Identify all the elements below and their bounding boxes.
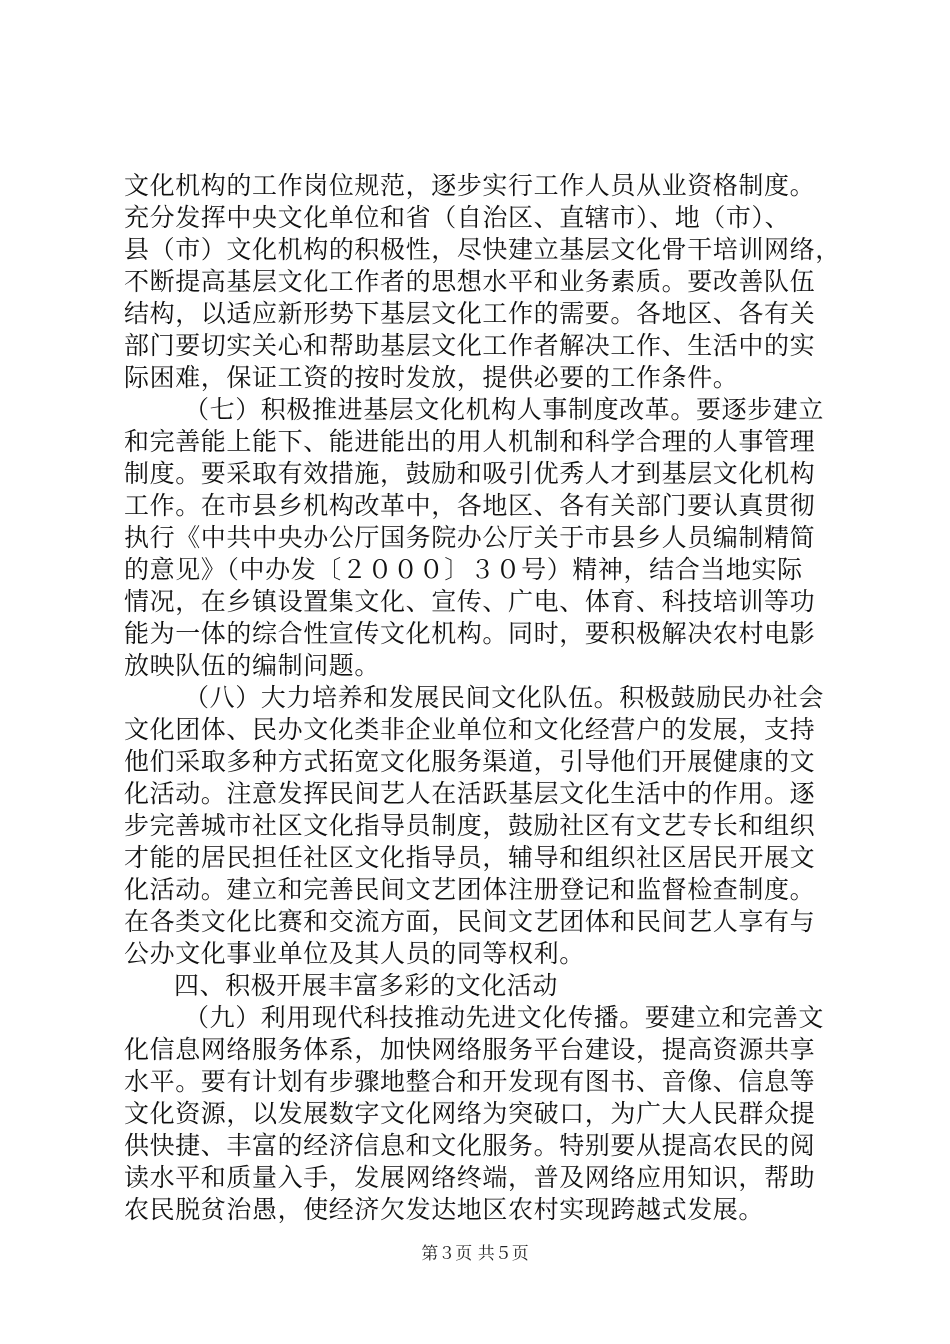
text-line: 制度。要采取有效措施，鼓励和吸引优秀人才到基层文化机构 xyxy=(124,459,816,488)
text-line: 县（市）文化机构的积极性，尽快建立基层文化骨干培训网络， xyxy=(124,235,841,264)
text-line: 际困难，保证工资的按时发放，提供必要的工作条件。 xyxy=(124,363,739,392)
paragraph-start-line: （八）大力培养和发展民间文化队伍。积极鼓励民办社会 xyxy=(184,683,825,712)
page-number: 第３页 共５页 xyxy=(421,1244,529,1264)
text-line: 他们采取多种方式拓宽文化服务渠道，引导他们开展健康的文 xyxy=(124,747,816,776)
text-line: 步完善城市社区文化指导员制度，鼓励社区有文艺专长和组织 xyxy=(124,811,816,840)
text-line: 执行《中共中央办公厅国务院办公厅关于市县乡人员编制精简 xyxy=(124,523,816,552)
text-line: 文化资源，以发展数字文化网络为突破口，为广大人民群众提 xyxy=(124,1099,816,1128)
text-line: 放映队伍的编制问题。 xyxy=(124,651,381,680)
text-line: 不断提高基层文化工作者的思想水平和业务素质。要改善队伍 xyxy=(124,267,816,296)
text-line: 水平。要有计划有步骤地整合和开发现有图书、音像、信息等 xyxy=(124,1067,816,1096)
text-line: 才能的居民担任社区文化指导员，辅导和组织社区居民开展文 xyxy=(124,843,816,872)
document-body xyxy=(124,170,841,1226)
page-footer xyxy=(0,1243,950,1265)
paragraph-start-line: （九）利用现代科技推动先进文化传播。要建立和完善文 xyxy=(184,1003,825,1032)
text-line: 部门要切实关心和帮助基层文化工作者解决工作、生活中的实 xyxy=(124,331,816,360)
text-line: 读水平和质量入手，发展网络终端，普及网络应用知识，帮助 xyxy=(124,1163,816,1192)
text-line: 情况，在乡镇设置集文化、宣传、广电、体育、科技培训等功 xyxy=(124,587,816,616)
text-line: 农民脱贫治愚，使经济欠发达地区农村实现跨越式发展。 xyxy=(124,1195,765,1224)
text-line: 和完善能上能下、能进能出的用人机制和科学合理的人事管理 xyxy=(124,427,816,456)
text-line: 公办文化事业单位及其人员的同等权利。 xyxy=(124,939,585,968)
paragraph-start-line: （七）积极推进基层文化机构人事制度改革。要逐步建立 xyxy=(184,395,825,424)
text-line: 结构，以适应新形势下基层文化工作的需要。各地区、各有关 xyxy=(124,299,816,328)
text-line: 充分发挥中央文化单位和省（自治区、直辖市）、地（市）、 xyxy=(124,203,791,232)
text-line: 化信息网络服务体系，加快网络服务平台建设，提高资源共享 xyxy=(124,1035,816,1064)
text-line: 文化机构的工作岗位规范，逐步实行工作人员从业资格制度。 xyxy=(124,171,816,200)
section-heading: 四、积极开展丰富多彩的文化活动 xyxy=(174,971,559,1000)
text-line: 工作。在市县乡机构改革中，各地区、各有关部门要认真贯彻 xyxy=(124,491,816,520)
text-line: 在各类文化比赛和交流方面，民间文艺团体和民间艺人享有与 xyxy=(124,907,816,936)
text-line: 文化团体、民办文化类非企业单位和文化经营户的发展，支持 xyxy=(124,715,816,744)
text-line: 能为一体的综合性宣传文化机构。同时，要积极解决农村电影 xyxy=(124,619,816,648)
text-line: 化活动。建立和完善民间文艺团体注册登记和监督检查制度。 xyxy=(124,875,816,904)
text-line: 供快捷、丰富的经济信息和文化服务。特别要从提高农民的阅 xyxy=(124,1131,816,1160)
text-line: 化活动。注意发挥民间艺人在活跃基层文化生活中的作用。逐 xyxy=(124,779,816,808)
text-line: 的意见》（中办发〔２０００〕３０号）精神，结合当地实际 xyxy=(124,555,803,584)
